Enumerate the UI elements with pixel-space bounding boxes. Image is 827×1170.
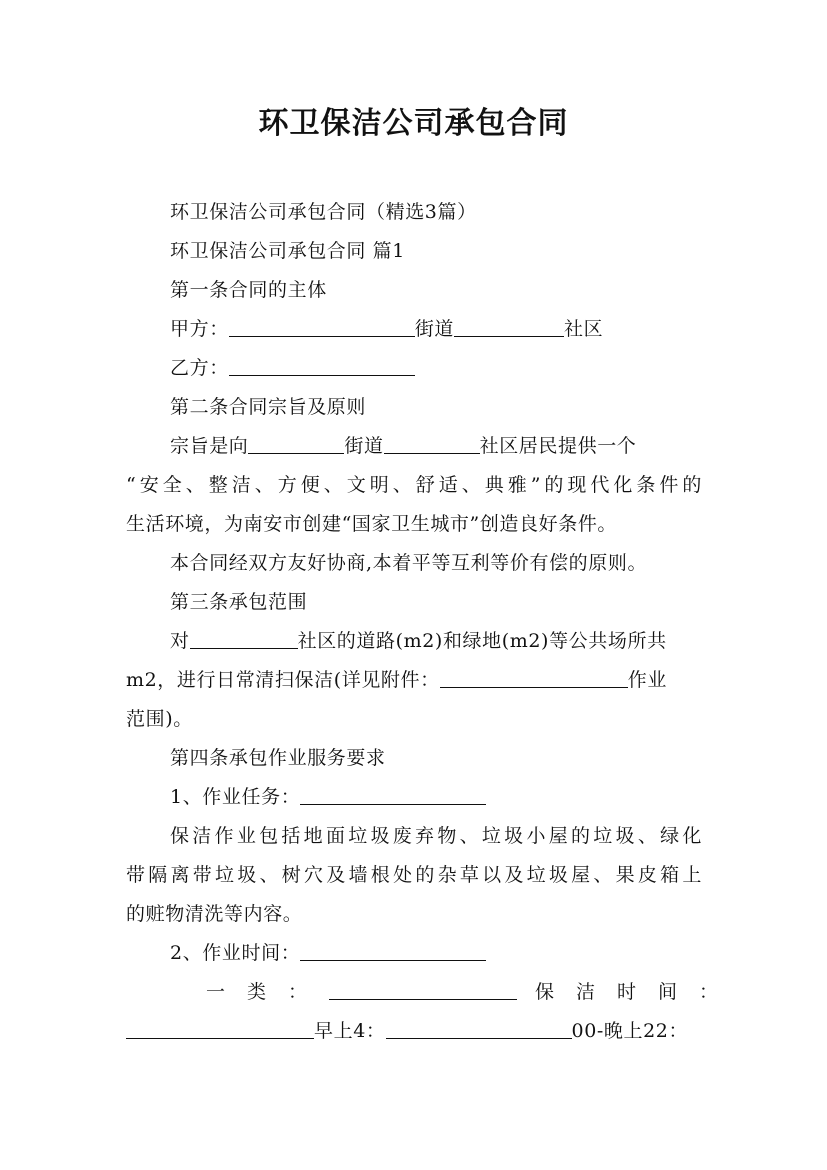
task-desc-line-3: 的赃物清洗等内容。 [126,903,303,925]
article-1-heading: 第一条合同的主体 [170,279,327,301]
task-line: 1、作业任务： [170,785,702,809]
party-b-label: 乙方： [170,357,229,379]
task-desc-line-2: 带隔离带垃圾、树穴及墙根处的杂草以及垃圾屋、果皮箱上 [126,864,702,886]
article-4-heading: 第四条承包作业服务要求 [170,747,386,769]
scope-line-3: 范围)。 [126,708,193,730]
party-b-line [170,356,702,380]
principle-paragraph: 本合同经双方友好协商,本着平等互利等价有偿的原则。 [170,552,648,574]
time-range-line: 早上4： 00-晚上22： [126,1019,702,1043]
class-one-line: 一类： 保洁时间： [206,981,741,1003]
article-3-heading: 第三条承包范围 [170,591,308,613]
document-title: 环卫保洁公司承包合同 [258,106,569,141]
task-desc-line-1: 保洁作业包括地面垃圾废弃物、垃圾小屋的垃圾、绿化 [170,825,702,847]
scope-line-1: 对 社区的道路(m2)和绿地(m2)等公共场所共 [170,630,667,652]
street-label: 街道 [414,318,455,340]
blank-field [248,435,344,454]
blank-field [440,669,628,688]
paragraph-subtitle: 环卫保洁公司承包合同（精选3篇） [170,201,477,223]
community-label: 社区 [564,318,604,340]
blank-field [229,357,415,376]
article-2-heading: 第二条合同宗旨及原则 [170,396,367,418]
blank-field [300,786,486,805]
paragraph-section-heading: 环卫保洁公司承包合同 篇1 [170,240,405,262]
time-line: 2、作业时间： [170,941,702,965]
blank-field [384,435,480,454]
blank-field [300,942,486,961]
scope-line-2: m2，进行日常清扫保洁(详见附件： 作业 [126,669,667,691]
blank-field [229,318,415,337]
party-a-line [170,317,702,341]
blank-field [454,318,564,337]
purpose-line-2: “安全、整洁、方便、文明、舒适、典雅”的现代化条件的 [126,474,702,496]
blank-field [329,981,517,1000]
blank-field [126,1020,314,1039]
purpose-line-1: 宗旨是向 街道 社区居民提供一个 [170,435,637,457]
blank-field [386,1020,572,1039]
party-a-label: 甲方： [170,318,229,340]
blank-field [190,630,298,649]
purpose-line-3: 生活环境，为南安市创建“国家卫生城市”创造良好条件。 [126,513,618,535]
